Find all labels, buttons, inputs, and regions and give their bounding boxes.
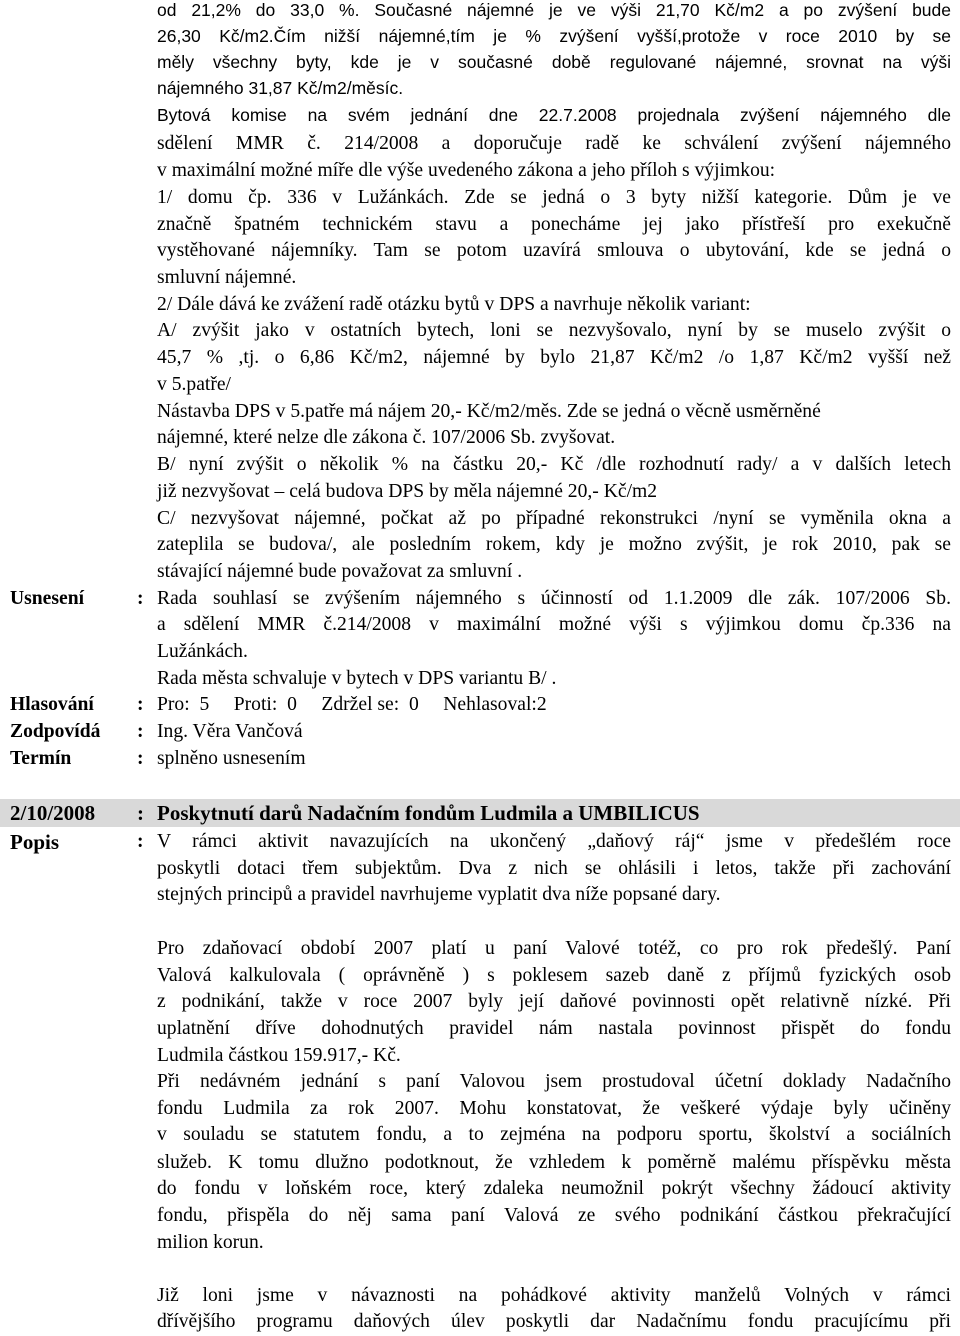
usneseni-label: Usnesení xyxy=(10,588,85,609)
termin-value: splněno usnesením xyxy=(157,748,306,769)
item-number: 2/10/2008 xyxy=(10,801,96,825)
zodpovida-colon: : xyxy=(137,721,144,742)
paragraph-line: Pro zdaňovací období 2007 platí u paní Valové totéž, co pro rok předešlý. Paní xyxy=(157,938,951,959)
paragraph-line: fondu, přispěla do něj sama paní Valová ze svého podnikání částkou překračující xyxy=(157,1205,951,1226)
text-line: C/ nezvyšovat nájemné, počkat až po případné rekonstrukci /nyní se vyměnila okna a xyxy=(157,508,951,529)
text-line: Bytová komise na svém jednání dne 22.7.2008 projednala zvýšení nájemného dle xyxy=(157,105,951,125)
text-line: zateplila se budova/, ale posledním rokem, kdy je možno zvýšit, je rok 2010, pak se xyxy=(157,534,951,555)
text-line: B/ nyní zvýšit o několik % na částku 20,- Kč /dle rozhodnutí rady/ a v dalších letech xyxy=(157,454,951,475)
usneseni-line: Lužánkách. xyxy=(157,641,248,662)
text-line: 2/ Dále dává ke zvážení radě otázku bytů v DPS a navrhuje několik variant: xyxy=(157,294,751,315)
item-colon: : xyxy=(137,801,144,825)
text-line: 1/ domu čp. 336 v Lužánkách. Zde se jedná o 3 byty nižší kategorie. Dům je ve xyxy=(157,187,951,208)
paragraph-line: dřívějšího programu daňových úlev poskytli dar Nadačnímu fondu pracujícímu při xyxy=(157,1311,951,1332)
hlasovani-colon: : xyxy=(137,694,144,715)
item-title: Poskytnutí darů Nadačním fondům Ludmila a UMBILICUS xyxy=(157,801,700,825)
text-line: nájemného 31,87 Kč/m2/měsíc. xyxy=(157,78,404,98)
usneseni-line: a sdělení MMR č.214/2008 v maximální možné výši s výjimkou domu čp.336 na xyxy=(157,614,951,635)
popis-line: V rámci aktivit navazujících na ukončený „daňový ráj“ jsme v předešlém roce xyxy=(157,831,951,852)
paragraph-line: milion korun. xyxy=(157,1232,264,1253)
paragraph-line: Valová kalkulovala ( oprávněně ) s poklesem sazeb daně z příjmů fyzických osob xyxy=(157,965,951,986)
text-line: v maximální možné míře dle výše uvedeného zákona a jeho příloh s výjimkou: xyxy=(157,160,776,181)
text-line: měly všechny byty, kde je v současné době regulované nájemné, srovnat na výši xyxy=(157,52,951,72)
text-line: nájemné, které nelze dle zákona č. 107/2006 Sb. zvyšovat. xyxy=(157,427,616,448)
zodpovida-label: Zodpovídá xyxy=(10,721,101,742)
text-line: stávající nájemné bude považovat za smluvní . xyxy=(157,561,523,582)
popis-label: Popis xyxy=(10,830,60,854)
usneseni-line: Rada města schvaluje v bytech v DPS variantu B/ . xyxy=(157,668,557,689)
text-line: značně špatném technickém stavu a ponecháme jej jako přístřeší pro exekučně xyxy=(157,214,951,235)
paragraph-line: Při nedávném jednání s paní Valovou jsem prostudoval účetní doklady Nadačního xyxy=(157,1071,951,1092)
paragraph-line: fondu Ludmila za rok 2007. Mohu konstatovat, že veškeré výdaje byly učiněny xyxy=(157,1098,951,1119)
text-line: vystěhované nájemníky. Tam se potom uzavírá smlouva o ubytování, kde se jedná o xyxy=(157,240,951,261)
paragraph-line: Již loni jsme v návaznosti na pohádkové aktivity manželů Volných v rámci xyxy=(157,1285,951,1306)
text-line: smluvní nájemné. xyxy=(157,267,297,288)
text-line: v 5.patře/ xyxy=(157,374,231,395)
popis-line: poskytli dotaci třem subjektům. Dva z nich se ohlásili i letos, takže při zachování xyxy=(157,858,951,879)
termin-label: Termín xyxy=(10,748,72,769)
paragraph-line: v souladu se statutem fondu, a to zejména na podporu sportu, školství a sociálních xyxy=(157,1124,951,1145)
text-line: sdělení MMR č. 214/2008 a doporučuje radě ke schválení zvýšení nájemného xyxy=(157,133,951,154)
termin-colon: : xyxy=(137,748,144,769)
text-line: A/ zvýšit jako v ostatních bytech, loni se nezvyšovalo, nyní by se muselo zvýšit o xyxy=(157,320,951,341)
usneseni-colon: : xyxy=(137,588,144,609)
popis-line: stejných principů a pravidel navrhujeme vyplatit dva níže popsané dary. xyxy=(157,884,721,905)
zodpovida-value: Ing. Věra Vančová xyxy=(157,721,303,742)
usneseni-line: Rada souhlasí se zvýšením nájemného s účinností od 1.1.2009 dle zák. 107/2006 Sb. xyxy=(157,588,951,609)
paragraph-line: do fondu v loňském roce, který zdaleka neumožnil pokrýt všechny žádoucí aktivity xyxy=(157,1178,951,1199)
paragraph-line: uplatnění dříve dohodnutých pravidel nám nastala povinnost přispět do fondu xyxy=(157,1018,951,1039)
paragraph-line: Ludmila částkou 159.917,- Kč. xyxy=(157,1045,401,1066)
text-line: Nástavba DPS v 5.patře má nájem 20,- Kč/m2/měs. Zde se jedná o věcně usměrněné xyxy=(157,401,821,422)
hlasovani-value: Pro: 5 Proti: 0 Zdržel se: 0 Nehlasoval:2 xyxy=(157,694,547,715)
text-line: 26,30 Kč/m2.Čím nižší nájemné,tím je % zvýšení vyšší,protože v roce 2010 by se xyxy=(157,26,951,46)
popis-colon: : xyxy=(137,831,144,852)
hlasovani-label: Hlasování xyxy=(10,694,94,715)
paragraph-line: z podnikání, takže v roce 2007 byly její daňové povinnosti opět relativně nízké. Při xyxy=(157,991,951,1012)
text-line: od 21,2% do 33,0 %. Současné nájemné je ve výši 21,70 Kč/m2 a po zvýšení bude xyxy=(157,0,951,20)
paragraph-line: služeb. K tomu dlužno podotknout, že vzhledem k poměrně malému příspěvku města xyxy=(157,1152,951,1173)
text-line: již nezvyšovat – celá budova DPS by měla nájemné 20,- Kč/m2 xyxy=(157,481,658,502)
text-line: 45,7 % ,tj. o 6,86 Kč/m2, nájemné by bylo 21,87 Kč/m2 /o 1,87 Kč/m2 vyšší než xyxy=(157,347,951,368)
